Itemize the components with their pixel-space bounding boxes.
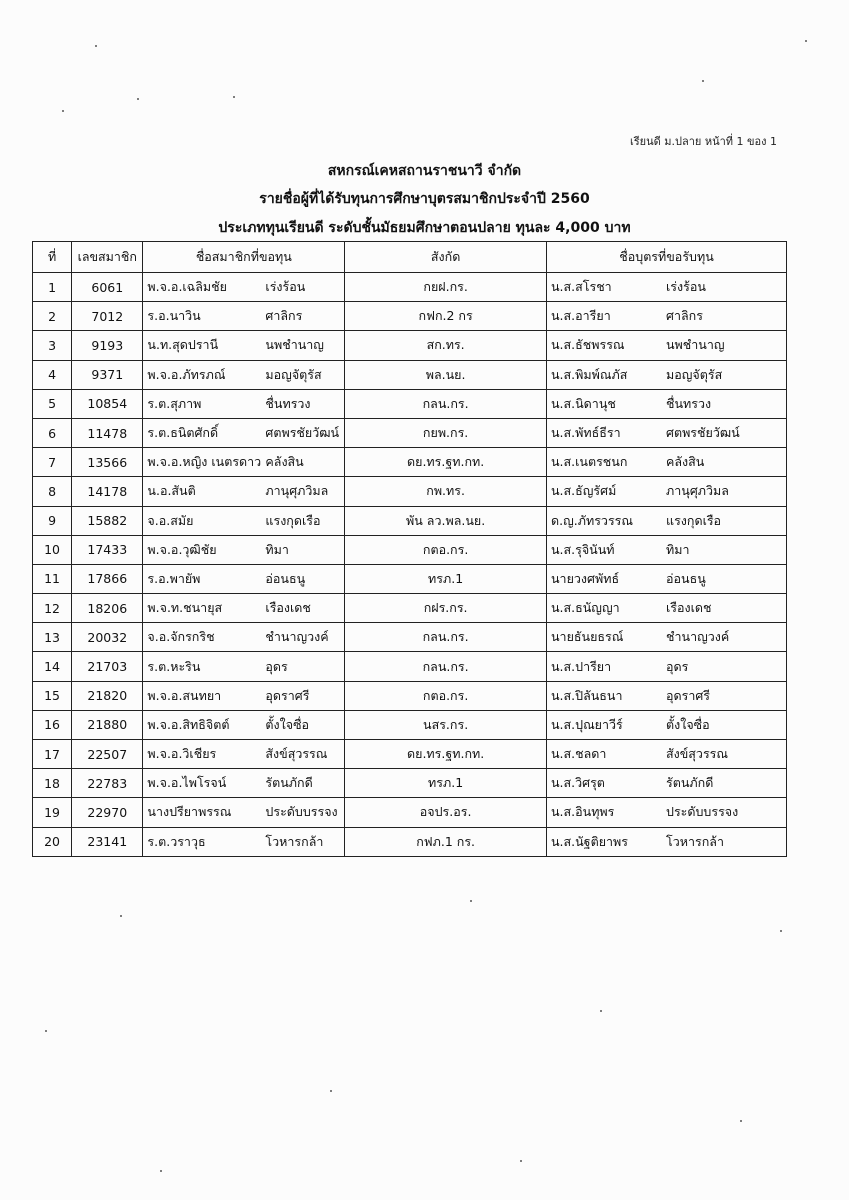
cell-unit: อจปร.อร. <box>345 798 547 827</box>
cell-member-id: 17866 <box>72 564 143 593</box>
cell-member-name <box>143 623 345 652</box>
cell-unit: กฟภ.1 กร. <box>345 827 547 856</box>
cell-member-id: 9193 <box>72 331 143 360</box>
child-last-name: ทิมา <box>666 541 690 557</box>
child-last-name: สังข์สุวรรณ <box>666 746 728 762</box>
cell-member-id: 6061 <box>72 273 143 302</box>
cell-unit: พล.นย. <box>345 360 547 389</box>
cell-child-name <box>547 564 787 593</box>
cell-child-name <box>547 273 787 302</box>
cell-child-name <box>547 506 787 535</box>
child-first-name: น.ส.ธนัญญา <box>551 600 620 616</box>
cell-child-name <box>547 623 787 652</box>
cell-member-id: 13566 <box>72 448 143 477</box>
scan-speck <box>137 98 139 100</box>
cell-member-name <box>143 535 345 564</box>
cell-member-name <box>143 652 345 681</box>
member-last-name: รัตนภักดี <box>265 775 313 791</box>
cell-member-id: 23141 <box>72 827 143 856</box>
cell-member-name <box>143 594 345 623</box>
member-last-name: เรืองเดช <box>265 600 311 616</box>
child-last-name: อุดราศรี <box>666 687 711 703</box>
cell-unit: กลน.กร. <box>345 652 547 681</box>
member-first-name: พ.จ.อ.วุฒิชัย <box>147 541 217 557</box>
cell-member-id: 22970 <box>72 798 143 827</box>
cell-child-name <box>547 652 787 681</box>
member-first-name: พ.จ.อ.สนทยา <box>147 687 222 703</box>
member-last-name: ตั้งใจซื่อ <box>265 716 310 732</box>
member-first-name: ร.ต.สุภาพ <box>147 395 202 411</box>
header-member-id: เลขสมาชิก <box>72 242 143 273</box>
cell-member-name <box>143 273 345 302</box>
cell-child-name <box>547 535 787 564</box>
table-row <box>33 302 787 331</box>
child-first-name: น.ส.วิศรุต <box>551 775 605 791</box>
cell-unit: นสร.กร. <box>345 710 547 739</box>
cell-member-name <box>143 827 345 856</box>
child-first-name: น.ส.อินทุพร <box>551 804 615 820</box>
cell-member-id: 22507 <box>72 740 143 769</box>
cell-unit: กยพ.กร. <box>345 418 547 447</box>
cell-no: 4 <box>33 360 72 389</box>
cell-member-id: 21703 <box>72 652 143 681</box>
child-last-name: โวหารกล้า <box>666 833 724 849</box>
scan-speck <box>805 40 807 42</box>
member-first-name: พ.จ.อ.เฉลิมชัย <box>147 279 227 295</box>
child-last-name: ศาลิกร <box>666 308 703 324</box>
table-row <box>33 740 787 769</box>
child-first-name: น.ส.ปุณยาวีร์ <box>551 716 623 732</box>
header-no: ที่ <box>33 242 72 273</box>
cell-member-name <box>143 681 345 710</box>
scan-speck <box>740 1120 742 1122</box>
member-last-name: ภานุศุภวิมล <box>265 483 329 499</box>
table-row <box>33 564 787 593</box>
cell-child-name <box>547 389 787 418</box>
cell-no: 8 <box>33 477 72 506</box>
table-row <box>33 535 787 564</box>
document-scholarship-type: ประเภททุนเรียนดี ระดับชั้นมัธยมศึกษาตอนปลาย ทุนละ 4,000 บาท <box>218 220 631 236</box>
member-first-name: ร.ต.วราวุธ <box>147 833 206 849</box>
child-first-name: น.ส.ธัชพรรณ <box>551 337 625 353</box>
member-last-name: นพชำนาญ <box>265 337 324 353</box>
cell-no: 18 <box>33 769 72 798</box>
cell-no: 14 <box>33 652 72 681</box>
cell-member-id: 20032 <box>72 623 143 652</box>
member-last-name: สังข์สุวรรณ <box>265 746 328 762</box>
child-last-name: รัตนภักดี <box>666 775 714 791</box>
cell-child-name <box>547 360 787 389</box>
member-last-name: ชื่นทรวง <box>265 395 311 411</box>
cell-child-name <box>547 302 787 331</box>
member-first-name: น.ท.สุดปรานี <box>147 337 219 353</box>
cell-no: 9 <box>33 506 72 535</box>
cell-child-name <box>547 331 787 360</box>
cell-child-name <box>547 798 787 827</box>
table-row <box>33 827 787 856</box>
cell-member-id: 17433 <box>72 535 143 564</box>
member-last-name: ทิมา <box>265 541 289 557</box>
cell-member-name <box>143 798 345 827</box>
scan-speck <box>520 1160 522 1162</box>
member-first-name: นางปรียาพรรณ <box>147 804 232 820</box>
cell-member-id: 11478 <box>72 418 143 447</box>
table-row <box>33 418 787 447</box>
cell-no: 19 <box>33 798 72 827</box>
scan-speck <box>780 930 782 932</box>
member-first-name: จ.อ.สมัย <box>147 512 194 528</box>
member-last-name: อ่อนธนู <box>265 570 306 586</box>
cell-no: 5 <box>33 389 72 418</box>
cell-member-name <box>143 710 345 739</box>
cell-no: 7 <box>33 448 72 477</box>
table-header-row <box>33 242 787 273</box>
table-row <box>33 652 787 681</box>
cell-unit: สก.ทร. <box>345 331 547 360</box>
cell-child-name <box>547 827 787 856</box>
cell-child-name <box>547 710 787 739</box>
child-last-name: อ่อนธนู <box>666 570 706 586</box>
child-first-name: น.ส.อารียา <box>551 308 611 324</box>
member-first-name: พ.จ.อ.วิเชียร <box>147 746 217 762</box>
cell-member-name <box>143 564 345 593</box>
member-first-name: จ.อ.จักรกริช <box>147 629 215 645</box>
cell-unit: ดย.ทร.ฐท.กท. <box>345 740 547 769</box>
cell-no: 6 <box>33 418 72 447</box>
member-first-name: น.อ.สันติ <box>147 483 196 499</box>
cell-no: 12 <box>33 594 72 623</box>
table-row <box>33 623 787 652</box>
member-first-name: ร.อ.นาวิน <box>147 308 201 324</box>
cell-no: 13 <box>33 623 72 652</box>
cell-member-name <box>143 302 345 331</box>
table-row <box>33 273 787 302</box>
member-last-name: ศตพรชัยวัฒน์ <box>265 425 340 441</box>
child-last-name: ศตพรชัยวัฒน์ <box>666 425 740 441</box>
member-first-name: พ.จ.ท.ชนายุส <box>147 600 223 616</box>
cell-child-name <box>547 418 787 447</box>
member-last-name: มอญจัตุรัส <box>265 366 322 382</box>
scan-speck <box>702 80 704 82</box>
child-last-name: ภานุศุภวิมล <box>666 483 729 499</box>
cell-no: 1 <box>33 273 72 302</box>
cell-child-name <box>547 769 787 798</box>
child-last-name: ชื่นทรวง <box>666 395 712 411</box>
child-last-name: ตั้งใจซื่อ <box>666 716 710 732</box>
table-row <box>33 594 787 623</box>
cell-unit: ดย.ทร.ฐท.กท. <box>345 448 547 477</box>
cell-unit: กฝร.กร. <box>345 594 547 623</box>
cell-no: 10 <box>33 535 72 564</box>
scholarship-table <box>32 241 787 857</box>
cell-member-id: 14178 <box>72 477 143 506</box>
child-first-name: น.ส.รุจินันท์ <box>551 541 615 557</box>
member-last-name: ประดับบรรจง <box>265 804 338 820</box>
cell-no: 20 <box>33 827 72 856</box>
member-last-name: อุดร <box>265 658 288 674</box>
cell-unit: ทรภ.1 <box>345 769 547 798</box>
member-last-name: เร่งร้อน <box>265 279 306 295</box>
scan-speck <box>330 1090 332 1092</box>
member-first-name: ร.อ.พายัพ <box>147 570 201 586</box>
cell-child-name <box>547 681 787 710</box>
header-child-name: ชื่อบุตรที่ขอรับทุน <box>547 242 787 273</box>
cell-member-name <box>143 477 345 506</box>
member-last-name: อุดราศรี <box>265 687 310 703</box>
cell-no: 16 <box>33 710 72 739</box>
cell-unit: กฟก.2 กร <box>345 302 547 331</box>
cell-unit: กยฝ.กร. <box>345 273 547 302</box>
cell-member-id: 21880 <box>72 710 143 739</box>
cell-member-id: 7012 <box>72 302 143 331</box>
cell-child-name <box>547 448 787 477</box>
cell-member-name <box>143 360 345 389</box>
cell-member-name <box>143 506 345 535</box>
child-first-name: น.ส.พิมพ์ณภัส <box>551 366 628 382</box>
scan-speck <box>160 1170 162 1172</box>
child-first-name: น.ส.เนตรชนก <box>551 454 628 470</box>
cell-member-id: 10854 <box>72 389 143 418</box>
child-last-name: เรืองเดช <box>666 600 712 616</box>
child-last-name: แรงกุดเรือ <box>666 512 722 528</box>
cell-unit: กตอ.กร. <box>345 535 547 564</box>
member-first-name: พ.จ.อ.ภัทรภณ์ <box>147 366 226 382</box>
child-last-name: มอญจัตุรัส <box>666 366 723 382</box>
cell-member-id: 15882 <box>72 506 143 535</box>
document-subtitle: รายชื่อผู้ที่ได้รับทุนการศึกษาบุตรสมาชิกประจำปี 2560 <box>259 191 590 207</box>
child-first-name: น.ส.สโรชา <box>551 279 612 295</box>
child-first-name: น.ส.พัทธ์ธีรา <box>551 425 621 441</box>
member-first-name: พ.จ.อ.ไพโรจน์ <box>147 775 227 791</box>
table-row <box>33 769 787 798</box>
child-last-name: ชำนาญวงค์ <box>666 629 730 645</box>
member-first-name: พ.จ.อ.หญิง เนตรดาว <box>147 454 262 470</box>
cell-unit: พัน ลว.พล.นย. <box>345 506 547 535</box>
member-last-name: แรงกุดเรือ <box>265 512 321 528</box>
cell-no: 3 <box>33 331 72 360</box>
cell-no: 15 <box>33 681 72 710</box>
cell-member-id: 9371 <box>72 360 143 389</box>
scan-speck <box>470 900 472 902</box>
member-last-name: ศาลิกร <box>265 308 303 324</box>
cell-no: 11 <box>33 564 72 593</box>
child-last-name: คลังสิน <box>666 454 705 470</box>
child-last-name: นพชำนาญ <box>666 337 725 353</box>
cell-unit: กลน.กร. <box>345 389 547 418</box>
child-first-name: น.ส.ชลดา <box>551 746 607 762</box>
cell-member-name <box>143 331 345 360</box>
child-first-name: นายวงศพัทธ์ <box>551 570 620 586</box>
member-first-name: ร.ต.ธนิตศักดิ์ <box>147 425 219 441</box>
child-first-name: น.ส.ธัญรัศม์ <box>551 483 617 499</box>
member-first-name: พ.จ.อ.สิทธิจิตต์ <box>147 716 230 732</box>
cell-member-id: 21820 <box>72 681 143 710</box>
table-row <box>33 477 787 506</box>
cell-member-id: 18206 <box>72 594 143 623</box>
header-member-name: ชื่อสมาชิกที่ขอทุน <box>143 242 345 273</box>
cell-unit: กพ.ทร. <box>345 477 547 506</box>
cell-member-name <box>143 448 345 477</box>
page-note: เรียนดี ม.ปลาย หน้าที่ 1 ของ 1 <box>629 135 777 148</box>
cell-member-id: 22783 <box>72 769 143 798</box>
table-row <box>33 360 787 389</box>
cell-member-name <box>143 769 345 798</box>
child-last-name: อุดร <box>666 658 689 674</box>
table-row <box>33 506 787 535</box>
child-last-name: ประดับบรรจง <box>666 804 739 820</box>
cell-unit: กตอ.กร. <box>345 681 547 710</box>
scan-speck <box>45 1030 47 1032</box>
cell-member-name <box>143 389 345 418</box>
table-row <box>33 331 787 360</box>
table-row <box>33 389 787 418</box>
child-last-name: เร่งร้อน <box>666 279 706 295</box>
table-row <box>33 681 787 710</box>
cell-no: 17 <box>33 740 72 769</box>
cell-child-name <box>547 594 787 623</box>
table-row <box>33 710 787 739</box>
document-title: สหกรณ์เคหสถานราชนาวี จำกัด <box>327 163 522 179</box>
member-first-name: ร.ต.หะริน <box>147 658 201 674</box>
header-unit: สังกัด <box>345 242 547 273</box>
scan-speck <box>600 1010 602 1012</box>
cell-unit: ทรภ.1 <box>345 564 547 593</box>
member-last-name: ชำนาญวงค์ <box>265 629 329 645</box>
cell-unit: กลน.กร. <box>345 623 547 652</box>
scan-speck <box>233 96 235 98</box>
member-last-name: คลังสิน <box>265 454 304 470</box>
scan-speck <box>62 110 64 112</box>
cell-no: 2 <box>33 302 72 331</box>
cell-member-name <box>143 740 345 769</box>
member-last-name: โวหารกล้า <box>265 833 324 849</box>
child-first-name: น.ส.นัฐติยาพร <box>551 833 628 849</box>
cell-member-name <box>143 418 345 447</box>
child-first-name: น.ส.นิดานุช <box>551 395 616 411</box>
table-row <box>33 448 787 477</box>
child-first-name: นายธันยธรณ์ <box>551 629 624 645</box>
child-first-name: ด.ญ.ภัทรวรรณ <box>551 512 633 528</box>
scan-speck <box>120 915 122 917</box>
cell-child-name <box>547 740 787 769</box>
table-row <box>33 798 787 827</box>
child-first-name: น.ส.ปิลันธนา <box>551 687 623 703</box>
scan-speck <box>95 45 97 47</box>
child-first-name: น.ส.ปารียา <box>551 658 612 674</box>
cell-child-name <box>547 477 787 506</box>
